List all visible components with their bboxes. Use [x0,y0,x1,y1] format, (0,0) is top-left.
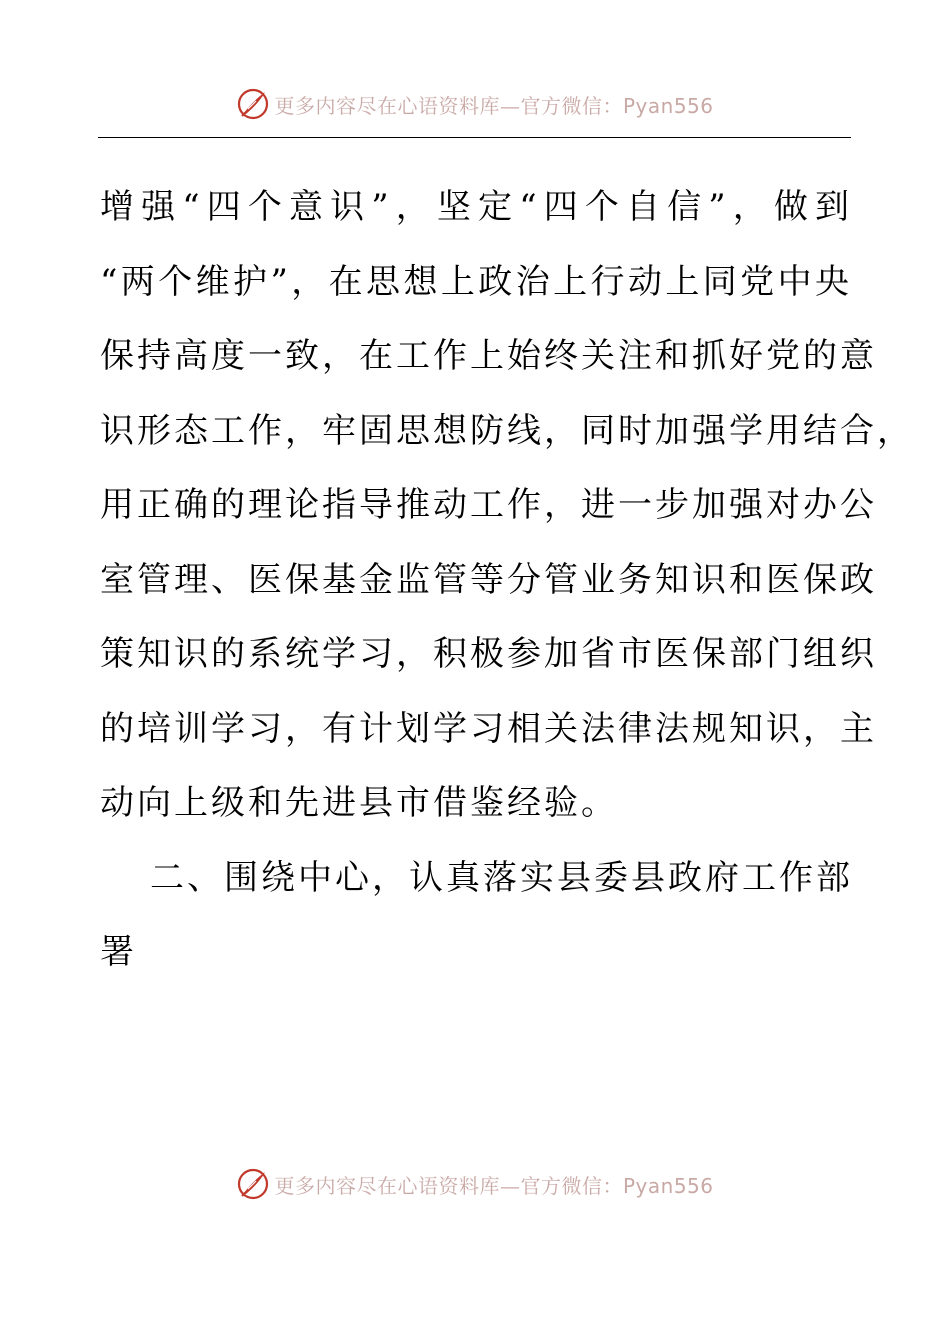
paragraph-line: 保持高度一致，在工作上始终关注和抓好党的意 [100,336,877,376]
watermark-text: 更多内容尽在心语资料库—官方微信：Pyan556 [274,1173,714,1198]
watermark [236,87,713,121]
watermark-text: 更多内容尽在心语资料库—官方微信：Pyan556 [274,93,714,118]
watermark [236,1167,713,1201]
quill-logo-icon [236,1167,270,1201]
quill-logo-icon [236,87,270,121]
section-heading-line: 署 [100,932,137,972]
document-body [100,170,914,990]
paragraph-line: 用正确的理论指导推动工作，进一步加强对办公 [100,485,877,525]
paragraph-line: 策知识的系统学习，积极参加省市医保部门组织 [100,634,877,674]
page-header-watermark [0,84,950,124]
paragraph-line: 室管理、医保基金监管等分管业务知识和医保政 [100,559,877,600]
page-footer-watermark [0,1164,950,1204]
section-heading-line: 二、围绕中心，认真落实县委县政府工作部 [150,857,853,898]
paragraph-line: 识形态工作，牢固思想防线，同时加强学用结合， [100,410,914,451]
paragraph-line: 的培训学习，有计划学习相关法律法规知识，主 [100,708,877,749]
paragraph-line: “两个维护”，在思想上政治上行动上同党中央 [100,261,852,302]
paragraph-line: 动向上级和先进县市借鉴经验。 [100,783,618,823]
paragraph-line: 增强“四个意识”，坚定“四个自信”，做到 [100,187,852,227]
header-rule [98,137,851,138]
